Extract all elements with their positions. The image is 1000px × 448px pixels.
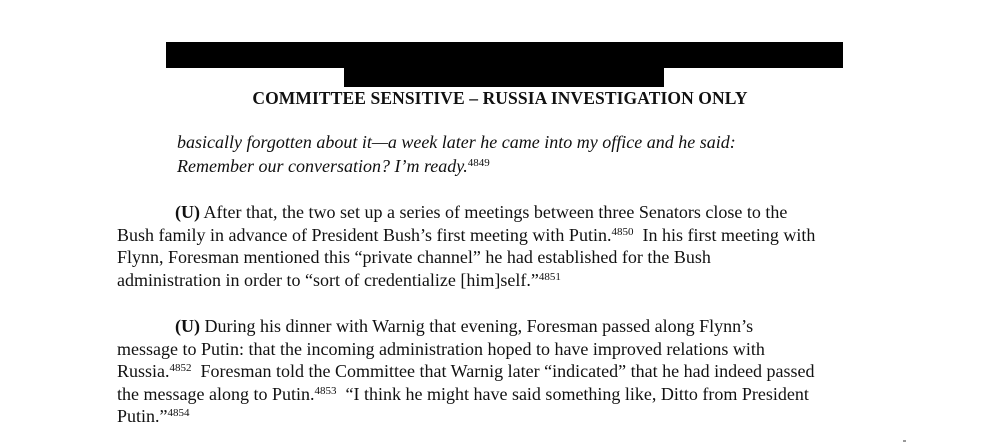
paragraph-1-line-2 [117,224,917,247]
classification-marker: (U) [175,316,200,336]
footnote-ref[interactable]: 4850 [611,225,634,238]
quote-line-2-text: Remember our conversation? I’m ready. [177,156,468,176]
paragraph-2-line-4 [117,383,917,406]
paragraph-2-line-1 [117,315,917,338]
paragraph-2-text: Russia. [117,361,170,381]
redaction-bar-middle [344,66,664,87]
footnote-ref[interactable]: 4851 [538,270,561,283]
paragraph-2-line-5 [117,405,917,428]
footnote-ref[interactable]: 4849 [467,157,490,169]
scan-speck [903,440,906,442]
footnote-ref[interactable]: 4852 [169,362,192,374]
classification-marker: (U) [175,202,200,222]
footnote-ref[interactable]: 4854 [167,407,190,419]
paragraph-1-line-1 [117,201,917,224]
paragraph-1-text: Bush family in advance of President Bush’s first meeting with Putin. [117,224,612,245]
paragraph-2-line-2: message to Putin: that the incoming administration hoped to have improved relations with [117,338,765,359]
footnote-ref[interactable]: 4853 [314,384,337,397]
paragraph-2-text: During his dinner with Warnig that evening, Foresman passed along Flynn’s [204,316,754,336]
classification-header: COMMITTEE SENSITIVE – RUSSIA INVESTIGATION ONLY [252,88,748,108]
quote-line-2 [177,154,877,178]
paragraph-2-line-3 [117,360,917,383]
paragraph-1 [117,201,917,291]
block-quote [177,130,877,178]
paragraph-2-text: Foresman told the Committee that Warnig later “indicated” that he had indeed passed [191,361,815,381]
paragraph-1-line-4 [117,269,917,292]
paragraph-1-text: administration in order to “sort of credentialize [him]self.” [117,269,539,290]
paragraph-2-text: “I think he might have said something like, Ditto from President [336,383,809,404]
paragraph-1-line-3: Flynn, Foresman mentioned this “private channel” he had established for the Bush [117,247,711,267]
redaction-bar-top [166,42,843,68]
paragraph-1-text: After that, the two set up a series of meetings between three Senators close to the [203,202,788,222]
paragraph-2-text: the message along to Putin. [117,383,315,404]
paragraph-2-text: Putin.” [117,406,168,426]
paragraph-1-text: In his first meeting with [633,224,816,245]
quote-line-1: basically forgotten about it—a week later he came into my office and he said: [177,132,736,152]
paragraph-2 [117,315,917,428]
